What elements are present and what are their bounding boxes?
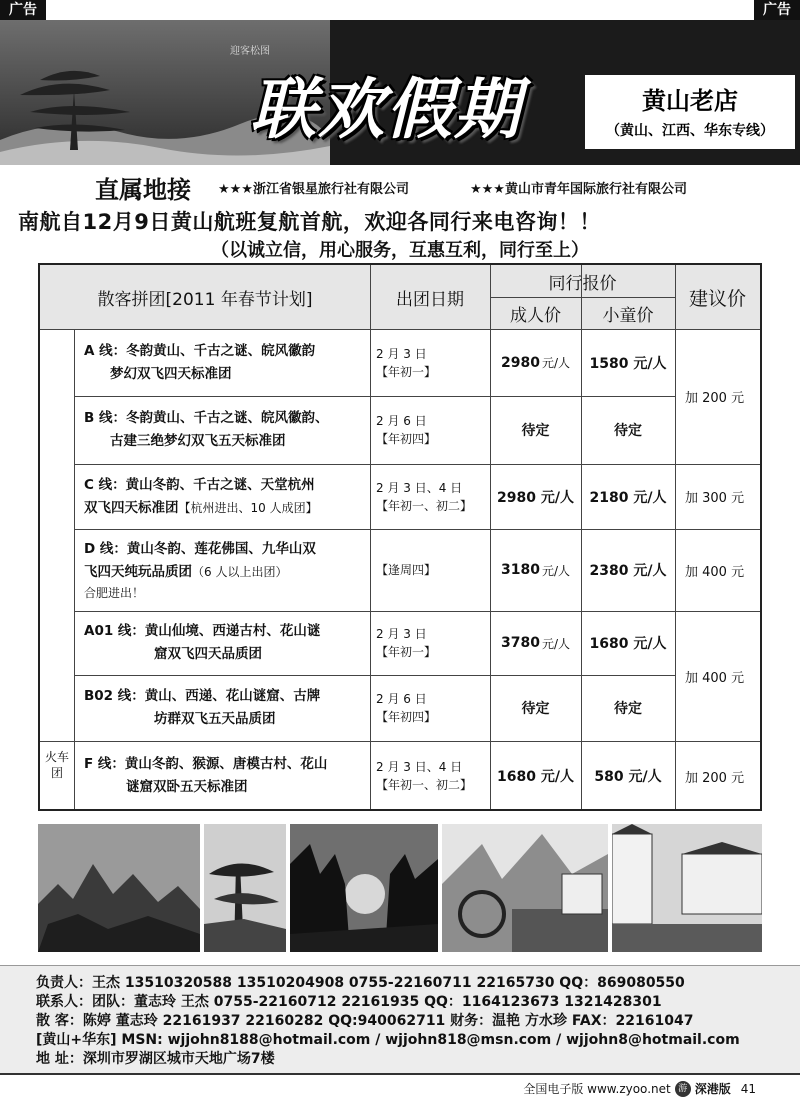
ad-label-right: 广告 (754, 0, 800, 20)
date-note: 【年初一】 (376, 364, 437, 379)
route-line: A01 线：黄山仙境、西递古村、花山谜 (84, 623, 321, 639)
date: 2 月 6 日 (376, 692, 427, 706)
adult-price-unit: 元/人 (541, 636, 570, 651)
pine-cliff-photo (204, 824, 286, 952)
suggest-price: 加 200 元 (685, 391, 745, 406)
route-line: 窟双飞四天品质团 (154, 646, 262, 662)
date: 2 月 3 日、4 日 (376, 480, 463, 495)
child-price: 待定 (614, 423, 642, 439)
banner-stamp: 迎客松图 (230, 46, 270, 57)
table-row (84, 529, 370, 611)
route-line: D 线：黄山冬韵、莲花佛国、九华山双 (84, 541, 316, 557)
footer (523, 1080, 756, 1097)
photo-strip (38, 824, 762, 952)
motto: （以诚立信，用心服务，互惠互利，同行至上） (211, 240, 589, 261)
route-note: 合肥进出！ (84, 586, 145, 600)
waterwheel-village-photo (442, 824, 608, 952)
route-line: 古建三绝梦幻双飞五天标准团 (110, 433, 286, 449)
route-line: F 线：黄山冬韵、猴源、唐模古村、花山 (84, 756, 328, 772)
child-price: 待定 (614, 701, 642, 717)
direct-agency-heading: 直属地接 (95, 175, 191, 204)
date: 【逢周四】 (376, 563, 437, 577)
table-row (84, 675, 370, 741)
zyoo-logo-icon: 游 (675, 1081, 691, 1097)
contact-address: 地 址：深圳市罗湖区城市天地广场7楼 (36, 1051, 275, 1067)
child-price: 1680 元/人 (589, 636, 667, 652)
route-line: 谜窟双卧五天标准团 (126, 779, 248, 795)
adult-price: 待定 (521, 701, 550, 717)
suggest-price: 加 400 元 (685, 564, 745, 580)
table-row (84, 329, 370, 396)
date: 2 月 3 日 (376, 627, 427, 641)
brand-title: 联欢假期 (250, 70, 522, 148)
route-note: （6 人以上出团） (192, 565, 288, 579)
contact-person: 负责人：王杰 13510320588 13510204908 0755-22160711 22165730 QQ：869080550 (36, 975, 685, 991)
child-price: 580 元/人 (594, 769, 662, 785)
date: 2 月 3 日 (376, 346, 427, 361)
store-subtitle: （黄山、江西、华东专线） (606, 123, 774, 139)
adult-price: 3180 (500, 562, 540, 578)
child-price: 2180 元/人 (589, 489, 667, 506)
table-row (84, 741, 374, 811)
adult-price: 待定 (521, 423, 550, 439)
contact-msn: [黄山+华东] MSN: wjjohn8188@hotmail.com / wjjohn818@msn.com / wjjohn8@hotmail.com (36, 1032, 740, 1048)
date-note: 【年初一】 (376, 645, 437, 659)
date-note: 【年初一、初二】 (376, 498, 473, 513)
route-line: 飞四天纯玩品质团 (84, 564, 192, 580)
tour-price-table (38, 263, 762, 811)
flight-announcement: 南航自12月9日黄山航班复航首航，欢迎各同行来电咨询！！ (18, 210, 601, 234)
date-note: 【年初四】 (376, 710, 437, 724)
adult-price: 2980 (500, 354, 540, 371)
suggest-price: 加 200 元 (685, 770, 745, 786)
header-adult: 成人价 (510, 305, 561, 326)
train-group-label: 火车团 (44, 750, 69, 780)
adult-price: 2980 元/人 (497, 489, 574, 506)
date: 2 月 6 日 (376, 414, 427, 428)
ancient-village-photo (612, 824, 762, 952)
adult-price: 3780 (500, 635, 540, 651)
agency-zhejiang: ★★★浙江省银星旅行社有限公司 (218, 182, 409, 197)
date-note: 【年初四】 (376, 432, 437, 446)
store-box (585, 75, 795, 149)
header-quote: 同行报价 (548, 273, 617, 294)
table-row (84, 611, 370, 675)
footer-region: 深港版 (694, 1082, 731, 1096)
contact-block (0, 965, 800, 1075)
adult-price-unit: 元/人 (541, 356, 570, 370)
route-note: 【杭州进出、10 人成团】 (178, 500, 318, 515)
page-number: 41 (740, 1081, 756, 1096)
date: 2 月 3 日、4 日 (376, 760, 463, 774)
store-name: 黄山老店 (642, 86, 738, 115)
ad-label-left: 广告 (0, 0, 46, 20)
header-date: 出团日期 (396, 289, 464, 310)
adult-price-unit: 元/人 (541, 563, 570, 578)
forest-sunset-photo (290, 824, 438, 952)
route-line: C 线：黄山冬韵、千古之谜、天堂杭州 (84, 476, 315, 493)
table-row (84, 396, 370, 464)
agency-huangshan: ★★★黄山市青年国际旅行社有限公司 (470, 182, 687, 197)
suggest-price: 加 300 元 (685, 491, 745, 506)
banner (0, 20, 800, 165)
mountain-peaks-photo (38, 824, 200, 952)
header-suggest: 建议价 (688, 287, 746, 310)
header-group-plan: 散客拼团[2011 年春节计划] (97, 289, 313, 310)
contact-team: 联系人：团队：董志玲 王杰 0755-22160712 22161935 QQ：1164123673 1321428301 (36, 994, 662, 1010)
footer-edition: 全国电子版 www.zyoo.net (523, 1082, 671, 1096)
table-row (84, 464, 374, 529)
suggest-price: 加 400 元 (685, 670, 745, 686)
child-price: 2380 元/人 (589, 563, 667, 579)
child-price: 1580 元/人 (589, 355, 667, 372)
route-line: 双飞四天标准团 (84, 499, 179, 516)
header-child: 小童价 (602, 305, 654, 326)
route-line: 梦幻双飞四天标准团 (110, 365, 232, 382)
route-line: B 线：冬韵黄山、千古之谜、皖风徽韵、 (84, 410, 329, 426)
adult-price: 1680 元/人 (497, 769, 574, 785)
route-line: 坊群双飞五天品质团 (154, 711, 276, 727)
route-line: A 线：冬韵黄山、千古之谜、皖风徽韵 (84, 342, 316, 359)
route-line: B02 线：黄山、西递、花山谜窟、古牌 (84, 688, 321, 704)
date-note: 【年初一、初二】 (376, 778, 473, 792)
contact-individual: 散 客：陈婷 董志玲 22161937 22160282 QQ:940062711 财务：温艳 方水珍 FAX：22161047 (36, 1013, 694, 1029)
